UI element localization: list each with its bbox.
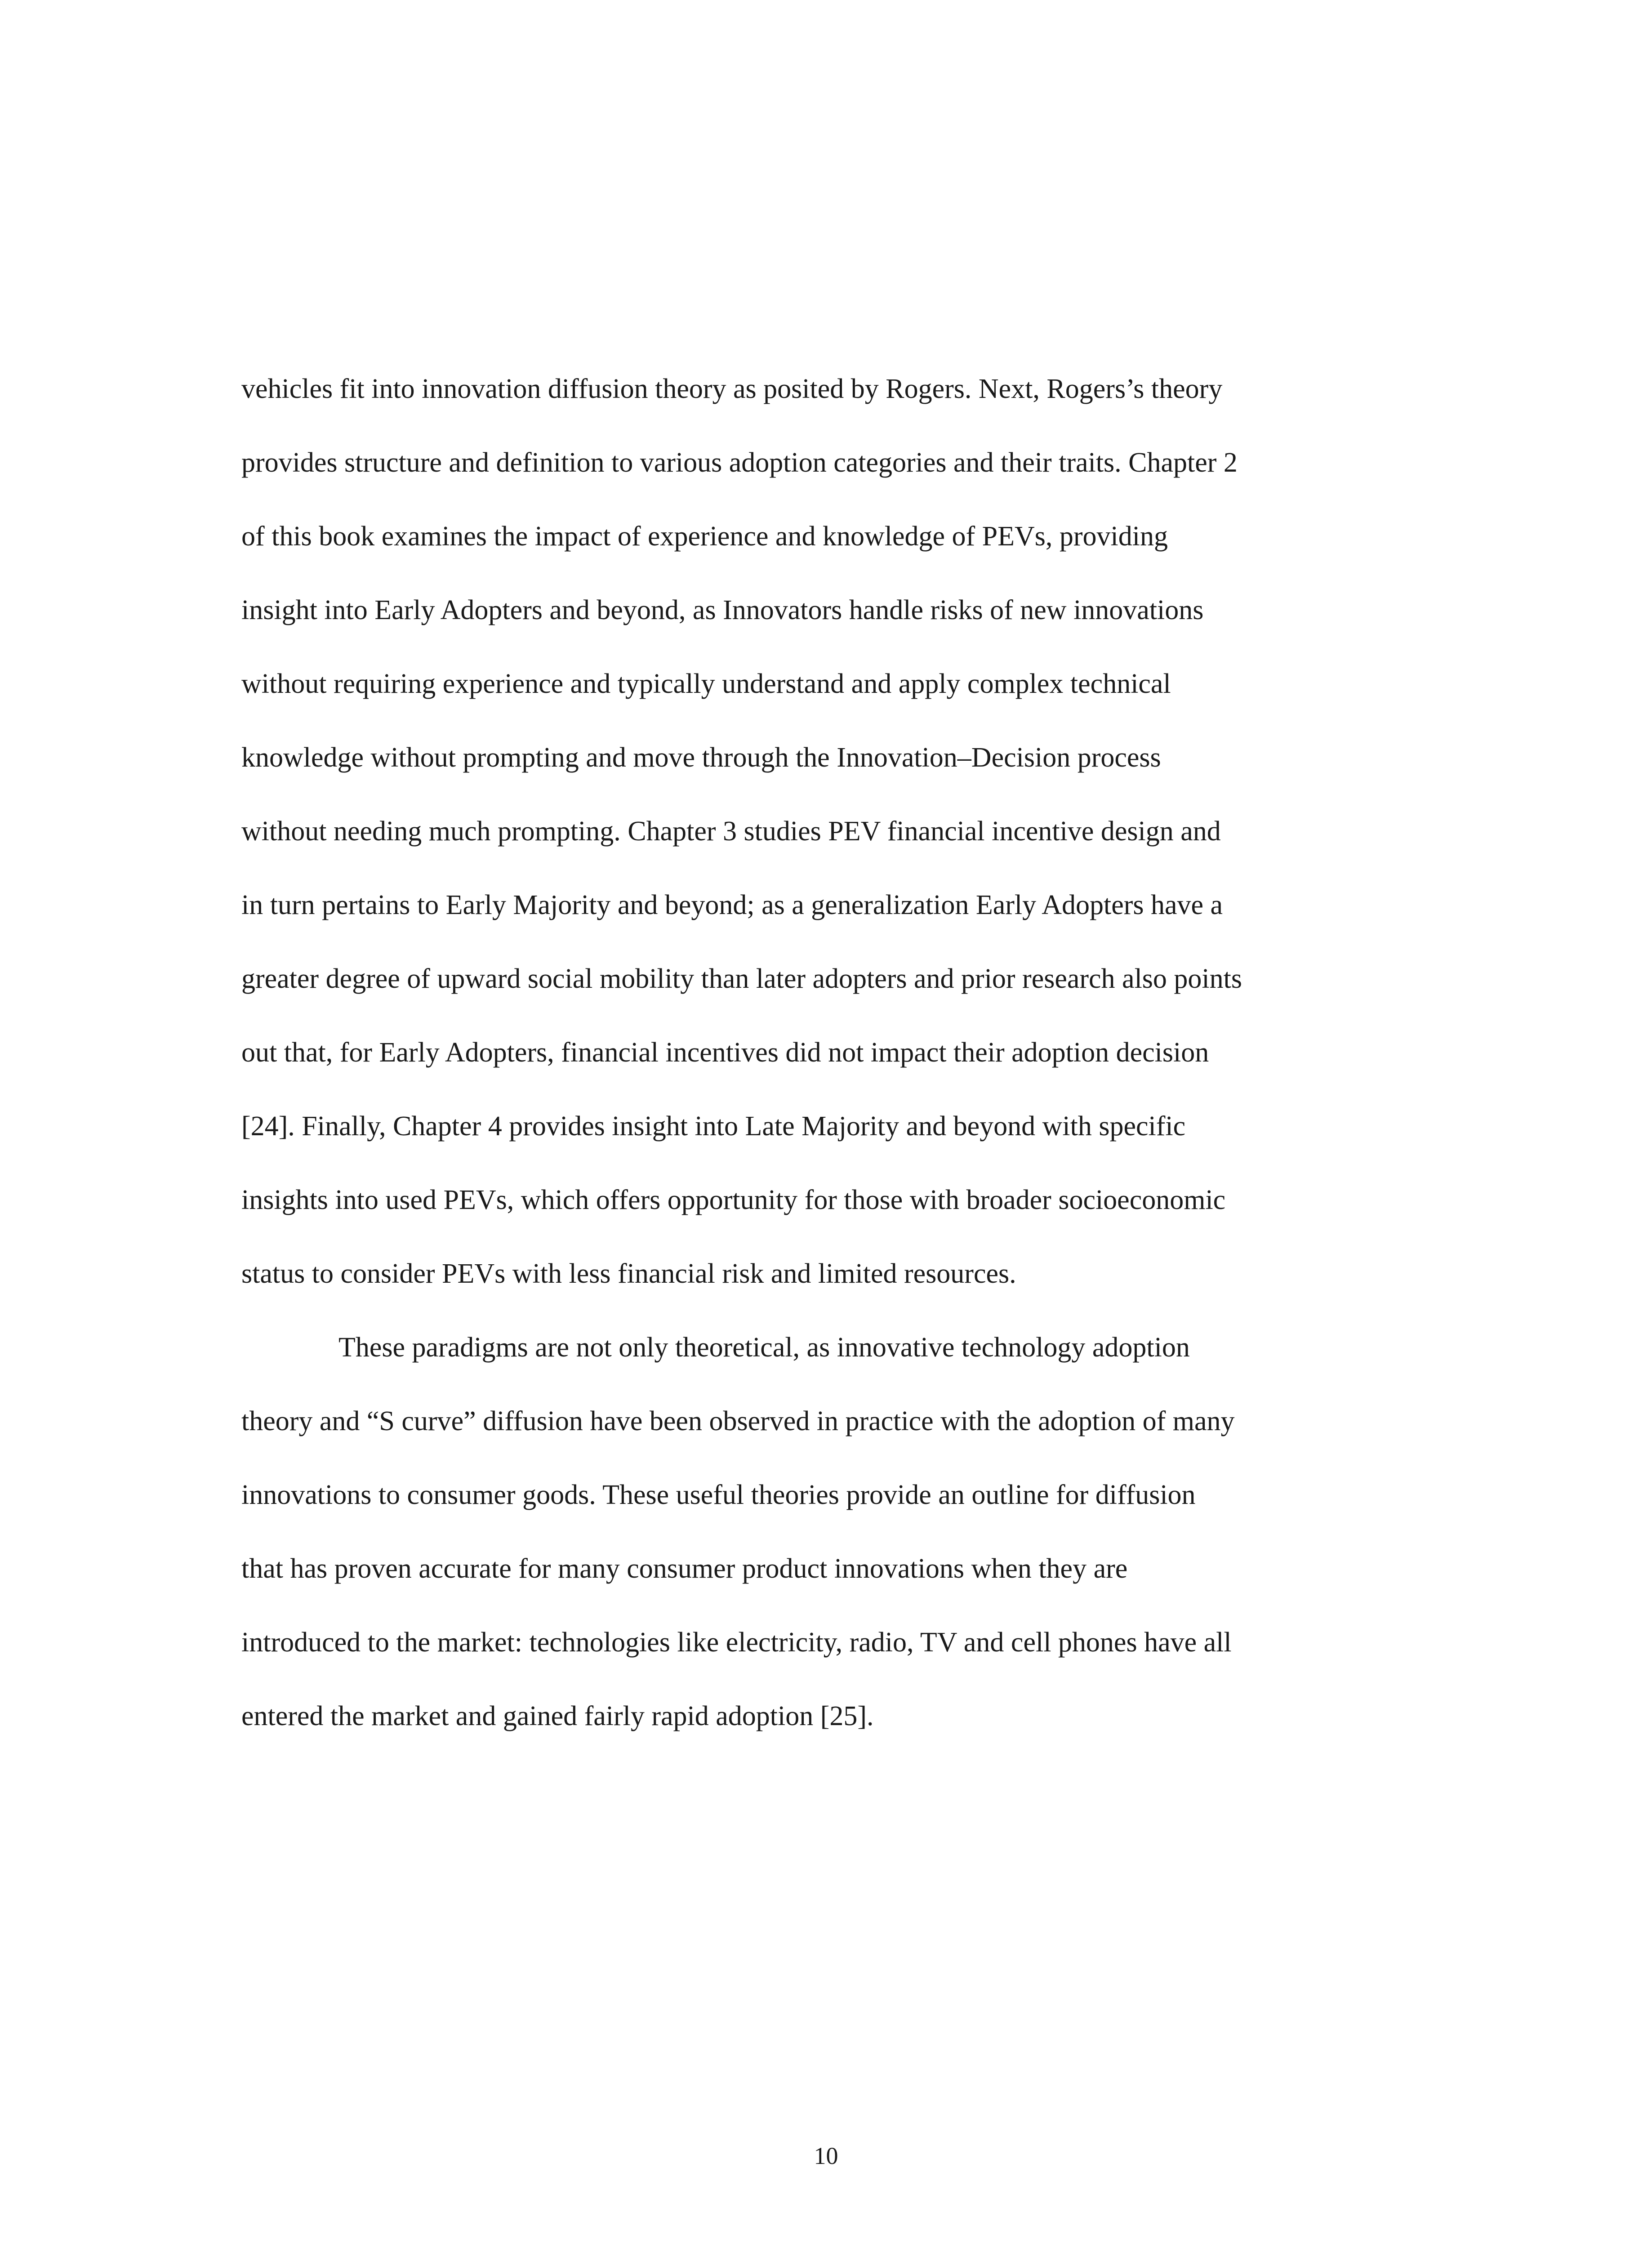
paragraph-1-line-5: without requiring experience and typically understand and apply complex technical — [241, 669, 1171, 699]
paragraph-1-line-9: greater degree of upward social mobility than later adopters and prior research also points — [241, 963, 1242, 994]
page-number: 10 — [814, 2142, 838, 2169]
paragraph-1-line-4: insight into Early Adopters and beyond, as Innovators handle risks of new innovations — [241, 595, 1204, 625]
paragraph-1-line-7: without needing much prompting. Chapter 3 studies PEV financial incentive design and — [241, 816, 1221, 847]
paragraph-1-line-13: status to consider PEVs with less financial risk and limited resources. — [241, 1258, 1016, 1289]
paragraph-1-line-3: of this book examines the impact of experience and knowledge of PEVs, providing — [241, 521, 1168, 552]
paragraph-2-line-4: that has proven accurate for many consumer product innovations when they are — [241, 1553, 1128, 1584]
paragraph-1-line-10: out that, for Early Adopters, financial incentives did not impact their adoption decision — [241, 1037, 1209, 1068]
paragraph-1-line-12: insights into used PEVs, which offers opportunity for those with broader socioeconomic — [241, 1185, 1226, 1215]
paragraph-1-line-6: knowledge without prompting and move through the Innovation–Decision process — [241, 742, 1161, 773]
paragraph-1-line-11: [24]. Finally, Chapter 4 provides insight into Late Majority and beyond with specific — [241, 1111, 1186, 1142]
paragraph-2-line-6: entered the market and gained fairly rapid adoption [25]. — [241, 1701, 874, 1731]
paragraph-2-line-2: theory and “S curve” diffusion have been observed in practice with the adoption of many — [241, 1406, 1235, 1436]
paragraph-2-line-3: innovations to consumer goods. These useful theories provide an outline for diffusion — [241, 1480, 1196, 1510]
paragraph-2-line-5: introduced to the market: technologies like electricity, radio, TV and cell phones have all — [241, 1627, 1232, 1658]
paragraph-1-line-8: in turn pertains to Early Majority and beyond; as a generalization Early Adopters have a — [241, 890, 1223, 920]
paragraph-2-line-1: These paradigms are not only theoretical, as innovative technology adoption — [338, 1332, 1190, 1363]
paragraph-1-line-1: vehicles fit into innovation diffusion theory as posited by Rogers. Next, Rogers’s theory — [241, 374, 1223, 404]
paragraph-1-line-2: provides structure and definition to various adoption categories and their traits. Chapter 2 — [241, 447, 1238, 478]
